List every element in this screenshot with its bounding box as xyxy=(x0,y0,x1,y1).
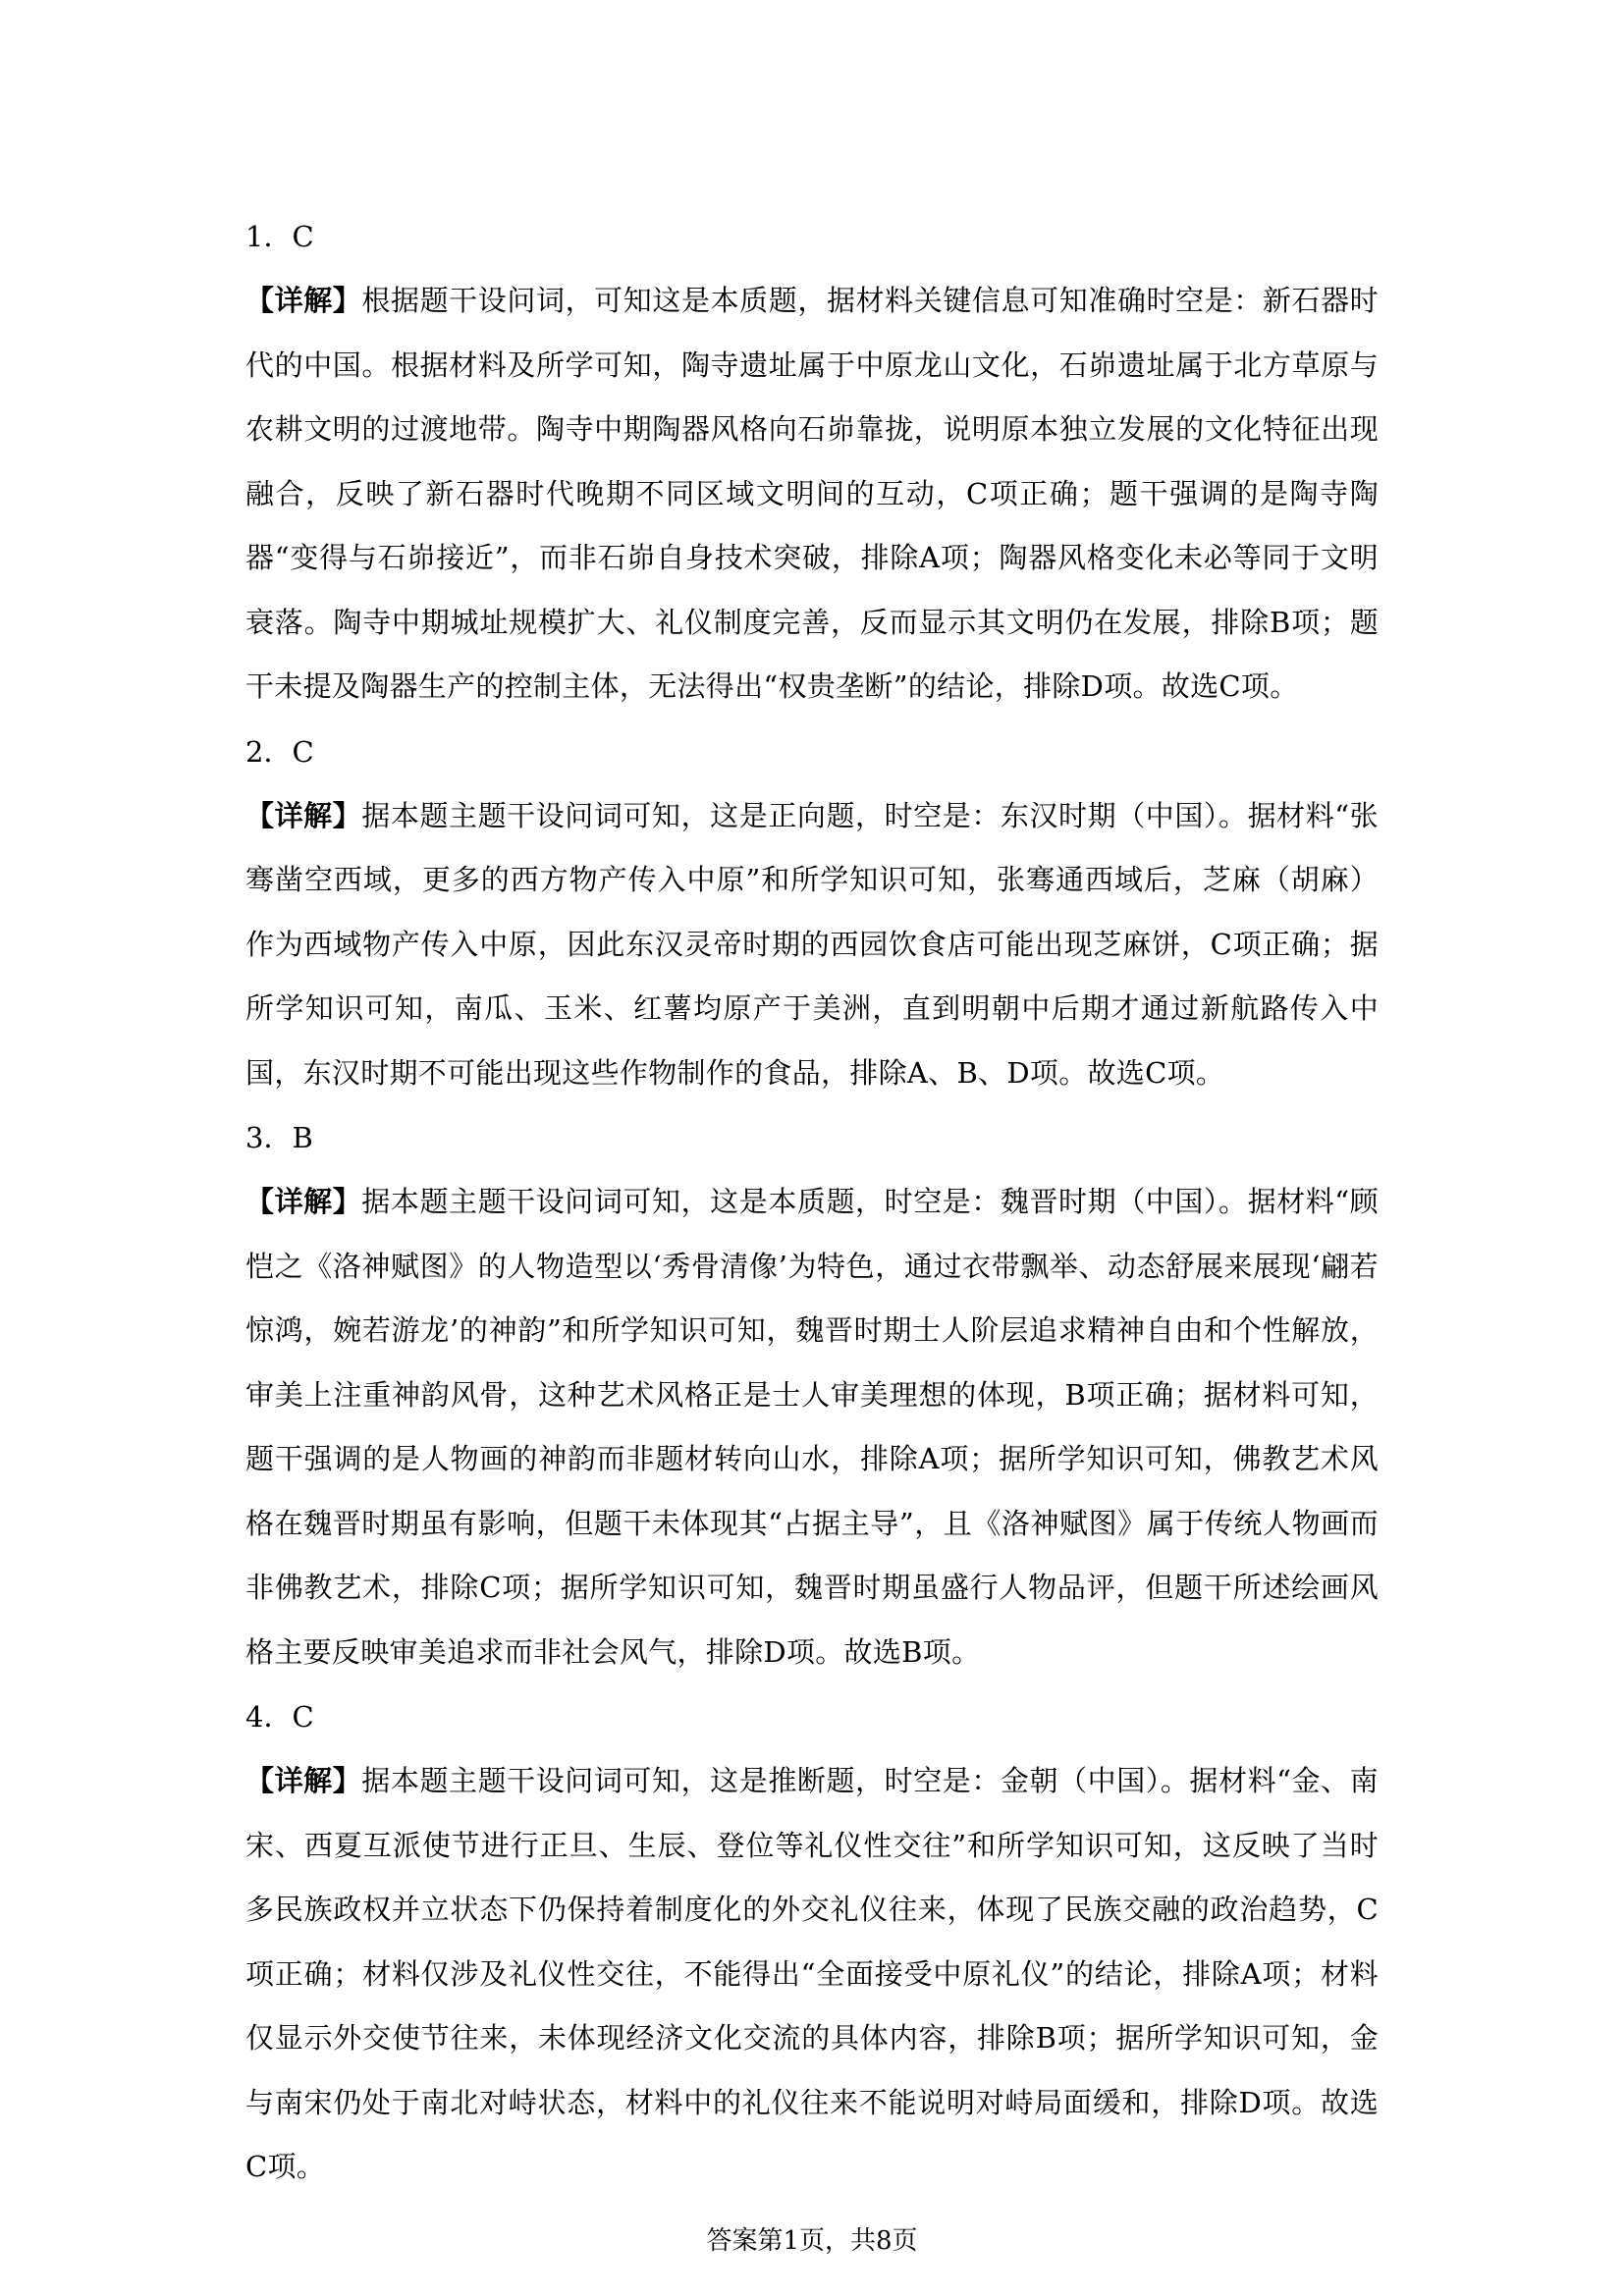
answer-heading: 3．B xyxy=(245,1121,313,1154)
answer-heading: 2．C xyxy=(245,734,314,769)
answer-item-2 xyxy=(245,720,1379,1106)
answer-heading: 1．C xyxy=(245,220,314,253)
answer-page xyxy=(245,204,1379,2200)
answer-heading: 4．C xyxy=(245,1700,314,1734)
detail-tag: 【详解】 xyxy=(245,284,362,317)
explanation-text: 据本题主题干设问词可知，这是正向题，时空是：东汉时期（中国）。据材料“张骞凿空西域，更多的西方物产传入中原”和所学知识可知，张骞通西域后，芝麻（胡麻）作为西域物产传入中原，因此东汉灵帝时期的西园饮食店可能出现芝麻饼，C项正确；据所学知识可知，南瓜、玉米、红薯均原产于美洲，直到明朝中后期才通过新航路传入中国，东汉时期不可能出现这些作物制作的食品，排除A、B、D项。故选C项。 xyxy=(245,798,1379,1090)
explanation-text: 据本题主题干设问词可知，这是推断题，时空是：金朝（中国）。据材料“金、南宋、西夏互派使节进行正旦、生辰、登位等礼仪性交往”和所学知识可知，这反映了当时多民族政权并立状态下仍保持着制度化的外交礼仪往来，体现了民族交融的政治趋势，C项正确；材料仅涉及礼仪性交往，不能得出“全面接受中原礼仪”的结论，排除A项；材料仅显示外交使节往来，未体现经济文化交流的具体内容，排除B项；据所学知识可知，金与南宋仍处于南北对峙状态，材料中的礼仪往来不能说明对峙局面缓和，排除D项。故选C项。 xyxy=(245,1764,1379,2183)
detail-tag: 【详解】 xyxy=(245,798,362,832)
detail-tag: 【详解】 xyxy=(245,1764,362,1797)
explanation-text: 根据题干设问词，可知这是本质题，据材料关键信息可知准确时空是：新石器时代的中国。根据材料及所学可知，陶寺遗址属于中原龙山文化，石峁遗址属于北方草原与农耕文明的过渡地带。陶寺中期陶器风格向石峁靠拢，说明原本独立发展的文化特征出现融合，反映了新石器时代晚期不同区域文明间的互动，C项正确；题干强调的是陶寺陶器“变得与石峁接近”，而非石峁自身技术突破，排除A项；陶器风格变化未必等同于文明衰落。陶寺中期城址规模扩大、礼仪制度完善，反而显示其文明仍在发展，排除B项；题干未提及陶器生产的控制主体，无法得出“权贵垄断”的结论，排除D项。故选C项。 xyxy=(245,284,1379,703)
answer-explanation xyxy=(245,784,1379,1106)
answer-item-3 xyxy=(245,1105,1379,1684)
page-footer: 答案第1页，共8页 xyxy=(706,2226,918,2256)
answer-item-1 xyxy=(245,204,1379,720)
answer-explanation xyxy=(245,269,1379,720)
explanation-text: 据本题主题干设问词可知，这是本质题，时空是：魏晋时期（中国）。据材料“顾恺之《洛神赋图》的人物造型以‘秀骨清像’为特色，通过衣带飘举、动态舒展来展现‘翩若惊鸿，婉若游龙’的神韵”和所学知识可知，魏晋时期士人阶层追求精神自由和个性解放，审美上注重神韵风骨，这种艺术风格正是士人审美理想的体现，B项正确；据材料可知，题干强调的是人物画的神韵而非题材转向山水，排除A项；据所学知识可知，佛教艺术风格在魏晋时期虽有影响，但题干未体现其“占据主导”，且《洛神赋图》属于传统人物画而非佛教艺术，排除C项；据所学知识可知，魏晋时期虽盛行人物品评，但题干所述绘画风格主要反映审美追求而非社会风气，排除D项。故选B项。 xyxy=(245,1185,1379,1669)
detail-tag: 【详解】 xyxy=(245,1185,362,1218)
answer-explanation xyxy=(245,1170,1379,1684)
answer-explanation xyxy=(245,1749,1379,2200)
answer-item-4 xyxy=(245,1684,1379,2200)
